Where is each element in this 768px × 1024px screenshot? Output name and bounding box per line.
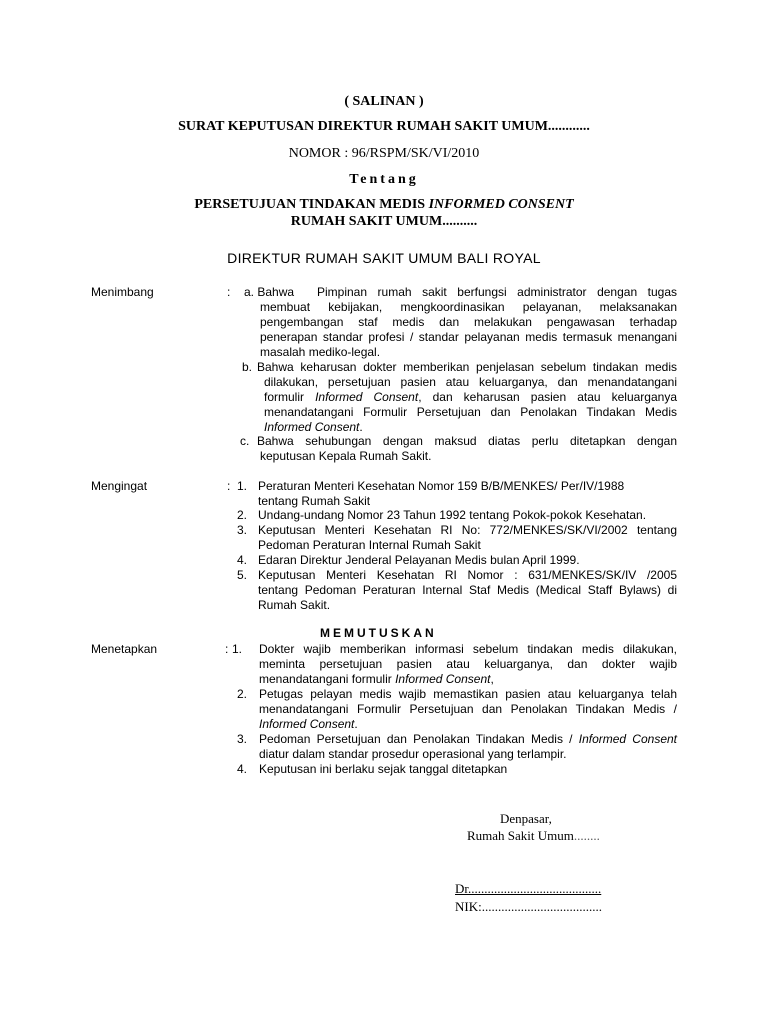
menetapkan-2-num: 2. [237, 687, 248, 701]
mengingat-4-num: 4. [237, 553, 248, 567]
decree-number: NOMOR : 96/RSPM/SK/VI/2010 [288, 146, 480, 161]
tentang-heading: Tentang [349, 172, 419, 187]
menetapkan-2-text-3a: Informed Consent [259, 717, 355, 731]
menetapkan-3-body [259, 732, 677, 762]
mengingat-3-text-1: Keputusan Menteri Kesehatan RI No: 772/MENKES/SK/VI/2002 tentang [258, 523, 677, 537]
mengingat-4-body [258, 553, 693, 568]
menetapkan-3-text-1b: Informed Consent [578, 732, 678, 746]
mengingat-colon: : [227, 479, 231, 493]
menetapkan-1-text-3 [259, 672, 677, 687]
menetapkan-2-text-1: Petugas pelayan medis wajib memastikan pasien atau keluarganya telah [259, 687, 677, 701]
mengingat-1-text-2: tentang Rumah Sakit [258, 494, 371, 508]
salinan-label: ( SALINAN ) [344, 94, 424, 109]
subject-text: PERSETUJUAN TINDAKAN MEDIS [194, 197, 429, 212]
menimbang-b-marker: b. [242, 360, 253, 374]
director-heading: DIREKTUR RUMAH SAKIT UMUM BALI ROYAL [227, 250, 541, 266]
signature-institution-name: Rumah Sakit Umum [467, 828, 574, 843]
signature-place: Denpasar, [500, 811, 552, 826]
menetapkan-3-text-1a: Pedoman Persetujuan dan Penolakan Tindakan Medis / [259, 732, 579, 746]
subject-line-2: RUMAH SAKIT UMUM.......... [290, 214, 478, 229]
menetapkan-2-text-3 [259, 717, 677, 732]
menimbang-a-marker: a. Bahwa [244, 285, 295, 299]
mengingat-5-text-3: Rumah Sakit. [258, 598, 331, 612]
subject-line-1 [0, 197, 768, 213]
menetapkan-4-num: 4. [237, 762, 248, 776]
menetapkan-colon: : [225, 642, 229, 656]
menetapkan-2-body [259, 687, 677, 732]
menimbang-b-text-1: Bahwa keharusan dokter memberikan penjelasan sebelum tindakan medis [257, 360, 677, 374]
menetapkan-1-num: 1. [232, 642, 243, 656]
menetapkan-1-body [259, 642, 677, 687]
menimbang-c-line1 [257, 434, 677, 449]
menimbang-b-body [264, 375, 677, 435]
signature-nik-line: NIK:..................................... [455, 899, 602, 914]
memutuskan-heading: MEMUTUSKAN [320, 626, 437, 640]
menetapkan-3-text-1 [259, 732, 677, 747]
menetapkan-2-text-3b: . [354, 717, 358, 731]
menetapkan-4-text-1: Keputusan ini berlaku sejak tanggal ditetapkan [259, 762, 508, 776]
mengingat-label: Mengingat [91, 479, 148, 493]
menetapkan-1-text-3a: menandatangani formulir [259, 672, 396, 686]
menimbang-a-text-3: pengembangan staf medis dan melakukan pengawasan terhadap [260, 315, 677, 329]
menetapkan-1-text-1: Dokter wajib memberikan informasi sebelum tindakan medis dilakukan, [259, 642, 677, 656]
menimbang-a-line1 [317, 285, 677, 300]
menetapkan-2-text-2: menandatangani Formulir Persetujuan dan Penolakan Tindakan Medis / [259, 702, 677, 716]
menimbang-b-text-2: dilakukan, persetujuan pasien atau keluarganya, dan menandatangani [264, 375, 677, 389]
mengingat-4-text-1: Edaran Direktur Jenderal Pelayanan Medis bulan April 1999. [258, 553, 580, 567]
menetapkan-4-body [259, 762, 677, 777]
menimbang-a-body [260, 300, 677, 360]
signature-doctor-line: Dr......................................... [455, 881, 602, 896]
menetapkan-1-text-2: meminta persetujuan pasien atau keluarganya, dan dokter wajib [259, 657, 677, 671]
menimbang-c-text-2: keputusan Kepala Rumah Sakit. [260, 449, 432, 463]
mengingat-3-num: 3. [237, 523, 248, 537]
menimbang-b-text-3 [264, 390, 677, 405]
mengingat-3-body [258, 523, 677, 553]
mengingat-2-num: 2. [237, 508, 248, 522]
mengingat-1-text-1: Peraturan Menteri Kesehatan Nomor 159 B/B/MENKES/ Per/IV/1988 [258, 479, 625, 493]
menetapkan-1-text-3b: Informed Consent [395, 672, 491, 686]
menetapkan-1-text-3c: , [490, 672, 494, 686]
menimbang-colon: : [227, 285, 231, 299]
menimbang-a-text-4: penerapan standar profesi / standar pelayanan medis termasuk menangani [260, 330, 677, 344]
menimbang-c-marker: c. [240, 434, 250, 448]
mengingat-5-text-1: Keputusan Menteri Kesehatan RI Nomor : 631/MENKES/SK/IV /2005 [258, 568, 677, 582]
menimbang-a-text-2: membuat kebijakan, mengkoordinasikan pelayanan, melaksanakan [260, 300, 677, 314]
menimbang-a-text-1: Pimpinan rumah sakit berfungsi administrator dengan tugas [317, 285, 677, 299]
menimbang-label: Menimbang [91, 285, 154, 299]
mengingat-2-text-1: Undang-undang Nomor 23 Tahun 1992 tentang Pokok-pokok Kesehatan. [258, 508, 647, 522]
menimbang-b-text-3c: , dan keharusan pasien atau keluarganya [418, 390, 678, 404]
menimbang-b-text-5b: . [359, 420, 363, 434]
menetapkan-3-num: 3. [237, 732, 248, 746]
menetapkan-3-text-2: diatur dalam standar prosedur operasional yang terlampir. [259, 747, 567, 761]
menimbang-b-line1 [257, 360, 677, 375]
decree-title: SURAT KEPUTUSAN DIREKTUR RUMAH SAKIT UMUM............ [178, 119, 590, 134]
menimbang-b-text-4: menandatangani Formulir Persetujuan dan Penolakan Tindakan Medis [264, 405, 677, 419]
mengingat-5-body [258, 568, 677, 613]
menimbang-b-text-3a: formulir [264, 390, 316, 404]
mengingat-3-text-2: Pedoman Peraturan Internal Rumah Sakit [258, 538, 481, 552]
mengingat-1-body [258, 479, 693, 509]
mengingat-1-num: 1. [237, 479, 248, 493]
subject-italic: INFORMED CONSENT [428, 197, 574, 212]
menimbang-a-text-5: masalah mediko-legal. [260, 345, 381, 359]
menetapkan-label: Menetapkan [91, 642, 158, 656]
menimbang-c-text-1: Bahwa sehubungan dengan maksud diatas perlu ditetapkan dengan [257, 434, 677, 448]
menimbang-c-body [260, 449, 677, 464]
mengingat-2-body [258, 508, 693, 523]
menimbang-b-text-5a: Informed Consent [264, 420, 360, 434]
signature-institution [467, 828, 600, 844]
mengingat-5-text-2: tentang Pedoman Peraturan Internal Staf Medis (Medical Staff Bylaws) di [258, 583, 677, 597]
signature-institution-dots: ........ [573, 828, 600, 843]
mengingat-5-num: 5. [237, 568, 248, 582]
menimbang-b-text-5 [264, 420, 677, 435]
menimbang-b-text-3b: Informed Consent [315, 390, 419, 404]
